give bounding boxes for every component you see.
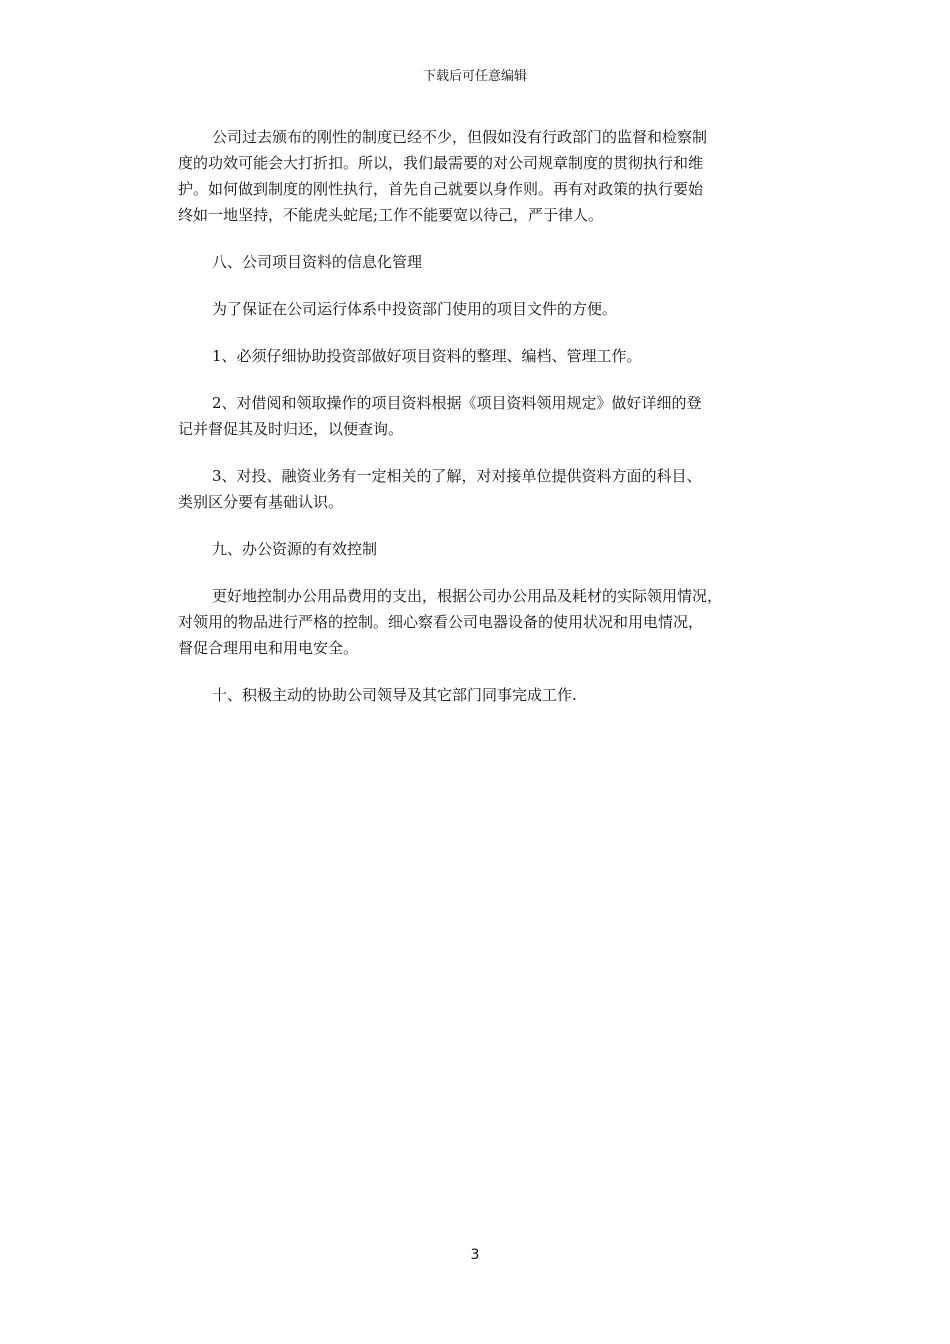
paragraph-line: 督促合理用电和用电安全。 — [178, 639, 359, 657]
paragraph-line: 护。如何做到制度的刚性执行，首先自己就要以身作则。再有对政策的执行要始 — [178, 180, 704, 198]
heading-line: 八、公司项目资料的信息化管理 — [212, 253, 423, 271]
paragraph-line: 1、必须仔细协助投资部做好项目资料的整理、编档、管理工作。 — [212, 347, 642, 365]
paragraph-line: 终如一地坚持，不能虎头蛇尾;工作不能要宽以待己，严于律人。 — [178, 206, 604, 224]
section-heading-8 — [178, 249, 782, 275]
page-header: 下载后可任意编辑 — [422, 69, 527, 84]
heading-line: 九、办公资源的有效控制 — [212, 540, 378, 558]
document-body — [178, 124, 782, 729]
paragraph-office-resources — [178, 583, 782, 661]
page-number: 3 — [470, 1247, 480, 1263]
section-heading-10 — [178, 682, 782, 708]
list-item-3 — [178, 463, 782, 515]
paragraph-line: 度的功效可能会大打折扣。所以，我们最需要的对公司规章制度的贯彻执行和维 — [178, 154, 704, 172]
paragraph-line: 对领用的物品进行严格的控制。细心察看公司电器设备的使用状况和用电情况， — [178, 613, 704, 631]
paragraph-line: 类别区分要有基础认识。 — [178, 493, 344, 511]
paragraph-line: 记并督促其及时归还，以便查询。 — [178, 420, 404, 438]
paragraph-line: 为了保证在公司运行体系中投资部门使用的项目文件的方便。 — [212, 300, 618, 318]
section-heading-9 — [178, 536, 782, 562]
heading-line: 十、积极主动的协助公司领导及其它部门同事完成工作. — [212, 686, 577, 704]
paragraph-purpose — [178, 296, 782, 322]
list-item-1 — [178, 343, 782, 369]
paragraph-line: 2、对借阅和领取操作的项目资料根据《项目资料领用规定》做好详细的登 — [212, 394, 702, 412]
list-item-2 — [178, 390, 782, 442]
paragraph-line: 公司过去颁布的刚性的制度已经不少，但假如没有行政部门的监督和检察制 — [212, 128, 708, 146]
paragraph-line: 3、对投、融资业务有一定相关的了解，对对接单位提供资料方面的科目、 — [212, 467, 702, 485]
paragraph-regulation-enforcement — [178, 124, 782, 228]
paragraph-line: 更好地控制办公用品费用的支出，根据公司办公用品及耗材的实际领用情况， — [212, 587, 723, 605]
